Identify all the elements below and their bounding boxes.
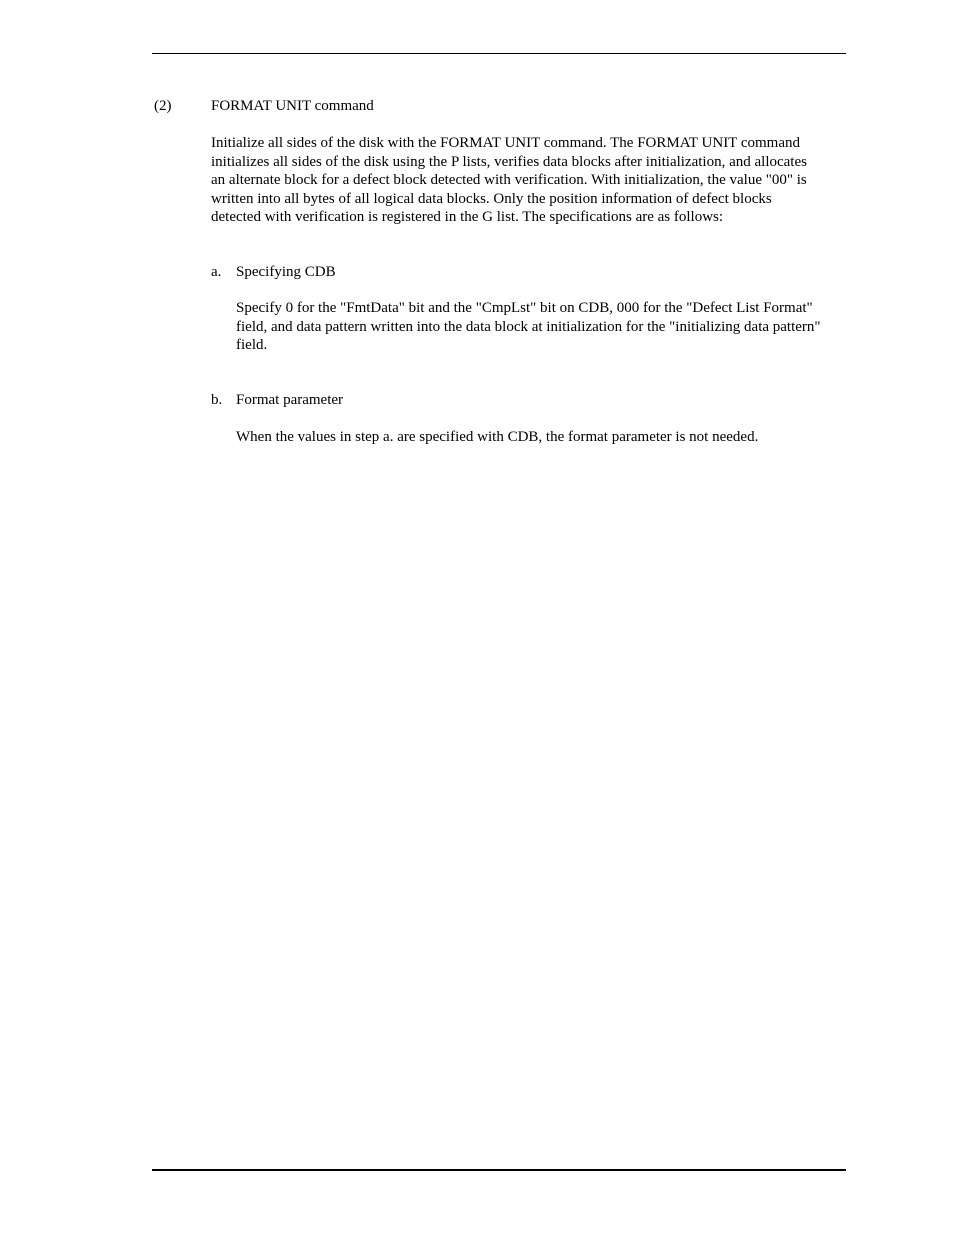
item-b-heading: Format parameter [236,392,344,408]
section-number: (2) [154,98,172,114]
intro-line: initializes all sides of the disk using the P lists, verifies data blocks after initialization, and allocates [211,153,807,170]
item-b-marker: b. [211,392,223,408]
intro-line: Initialize all sides of the disk with the FORMAT UNIT command. The FORMAT UNIT command [211,135,800,151]
header-rule [152,53,846,54]
item-a-line: Specify 0 for the "FmtData" bit and the "CmpLst" bit on CDB, 000 for the "Defect List Format" [236,300,813,316]
item-a-paragraph [236,299,821,355]
section-title: FORMAT UNIT command [211,98,374,114]
intro-line: an alternate block for a defect block detected with verification. With initialization, the value "00" is [211,172,807,188]
item-b-line: When the values in step a. are specified with CDB, the format parameter is not needed. [236,429,759,445]
intro-paragraph [211,134,807,227]
item-b-paragraph [236,428,758,447]
item-a-marker: a. [211,264,222,280]
footer-rule [152,1169,846,1171]
item-a-line: field, and data pattern written into the data block at initialization for the "initializing data pattern" [236,318,821,335]
intro-line: detected with verification is registered in the G list. The specifications are as follows: [211,209,724,225]
item-a-line: field. [236,337,268,353]
item-a-heading: Specifying CDB [236,264,336,280]
intro-line: written into all bytes of all logical data blocks. Only the position information of defect blocks [211,190,772,207]
